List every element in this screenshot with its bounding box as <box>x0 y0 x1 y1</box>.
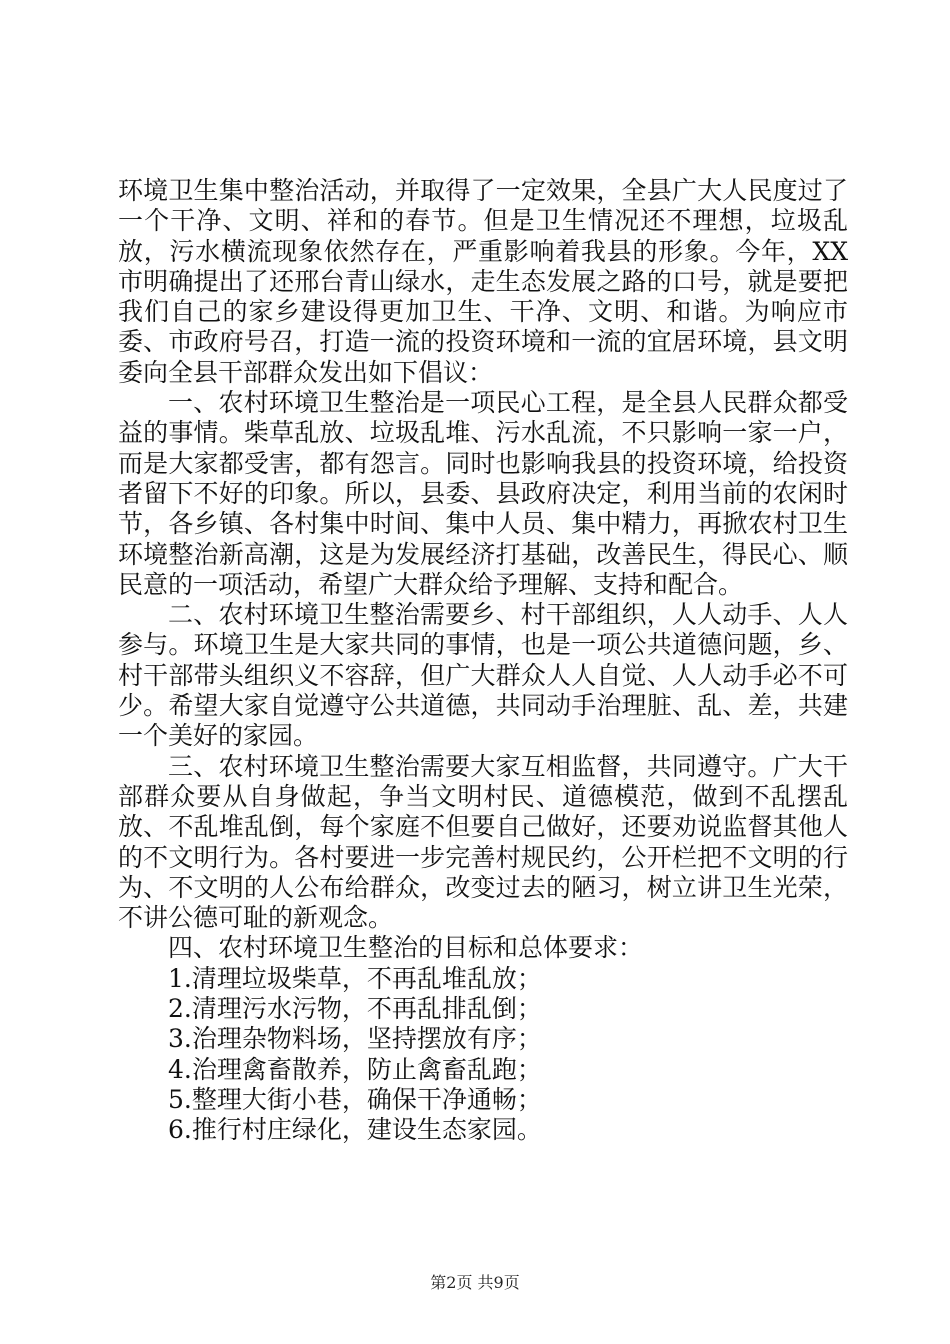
paragraph-intro: 环境卫生集中整治活动，并取得了一定效果，全县广大人民度过了一个干净、文明、祥和的春节。但是卫生情况还不理想，垃圾乱放，污水横流现象依然存在，严重影响着我县的形象。今年，XX市明确提出了还邢台青山绿水，走生态发展之路的口号，就是要把我们自己的家乡建设得更加卫生、干净、文明、和谐。为响应市委、市政府号召，打造一流的投资环境和一流的宜居环境，县文明委向全县干部群众发出如下倡议： <box>118 176 848 387</box>
list-item-1: 1.清理垃圾柴草，不再乱堆乱放； <box>168 963 542 993</box>
list-item-6: 6.推行村庄绿化，建设生态家园。 <box>168 1115 542 1145</box>
list-item-2: 2.清理污水污物，不再乱排乱倒； <box>168 994 542 1024</box>
list-item-5: 5.整理大街小巷，确保干净通畅； <box>168 1084 542 1114</box>
paragraph-item-1: 一、农村环境卫生整治是一项民心工程，是全县人民群众都受益的事情。柴草乱放、垃圾乱堆、污水乱流，不只影响一家一户，而是大家都受害，都有怨言。同时也影响我县的投资环境，给投资者留下不好的印象。所以，县委、县政府决定，利用当前的农闲时节，各乡镇、各村集中时间、集中人员、集中精力，再掀农村卫生环境整治新高潮，这是为发展经济打基础，改善民生，得民心、顺民意的一项活动，希望广大群众给予理解、支持和配合。 <box>118 388 848 599</box>
paragraph-item-4-heading: 四、农村环境卫生整治的目标和总体要求： <box>168 933 644 963</box>
page-number-footer: 第2页 共9页 <box>430 1273 520 1292</box>
paragraph-item-3: 三、农村环境卫生整治需要大家互相监督，共同遵守。广大干部群众要从自身做起，争当文明村民、道德模范，做到不乱摆乱放、不乱堆乱倒，每个家庭不但要自己做好，还要劝说监督其他人的不文明行为。各村要进一步完善村规民约，公开栏把不文明的行为、不文明的人公布给群众，改变过去的陋习，树立讲卫生光荣，不讲公德可耻的新观念。 <box>118 751 848 933</box>
paragraph-item-2: 二、农村环境卫生整治需要乡、村干部组织，人人动手、人人参与。环境卫生是大家共同的事情，也是一项公共道德问题，乡、村干部带头组织义不容辞，但广大群众人人自觉、人人动手必不可少。希望大家自觉遵守公共道德，共同动手治理脏、乱、差，共建一个美好的家园。 <box>118 600 848 751</box>
document-body <box>118 176 848 1146</box>
list-item-3: 3.治理杂物料场，坚持摆放有序； <box>168 1024 542 1054</box>
list-item-4: 4.治理禽畜散养，防止禽畜乱跑； <box>168 1054 542 1084</box>
